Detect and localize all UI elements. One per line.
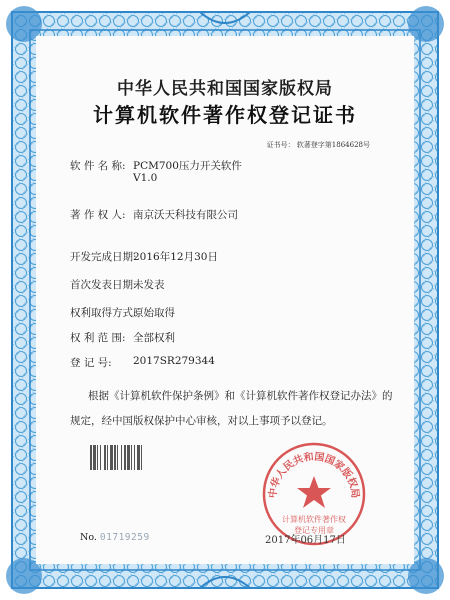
statement-line-1: 根据《计算机软件保护条例》和《计算机软件著作权登记办法》的 <box>88 390 393 402</box>
field-value-publish-date: 未发表 <box>133 279 165 291</box>
field-label-owner: 著 作 权 人: <box>70 209 126 221</box>
seal-line-2: 登记专用章 <box>294 526 334 535</box>
certificate-number-value: 软著登字第1864628号 <box>296 141 370 149</box>
field-label-completion-date: 开发完成日期: <box>70 251 137 263</box>
statement-line-2: 规定，经中国版权保护中心审核，对以上事项予以登记。 <box>70 415 333 427</box>
serial-label: No. <box>80 532 97 543</box>
seal-arc-text: 中华人民共和国国家版权局 <box>267 451 361 499</box>
field-value-completion-date: 2016年12月30日 <box>133 251 218 263</box>
serial-value: 01719259 <box>99 532 150 543</box>
field-value-software-name: PCM700压力开关软件 <box>133 160 242 172</box>
issue-date: 2017年06月17日 <box>265 535 346 546</box>
issuing-authority: 中华人民共和国国家版权局 <box>117 79 333 99</box>
field-label-scope: 权 利 范 围: <box>70 332 126 344</box>
star-icon <box>297 476 331 508</box>
field-label-software-name: 软 件 名 称: <box>70 160 126 172</box>
barcode-icon <box>90 445 188 470</box>
field-label-acquisition: 权利取得方式: <box>70 307 137 319</box>
field-value-acquisition: 原始取得 <box>133 307 175 319</box>
serial-number <box>80 532 150 543</box>
field-label-publish-date: 首次发表日期: <box>70 279 137 291</box>
certificate-number <box>267 140 370 150</box>
field-value-owner: 南京沃天科技有限公司 <box>133 209 238 221</box>
field-value-registration-number: 2017SR279344 <box>133 355 215 367</box>
field-value-scope: 全部权利 <box>133 332 175 344</box>
certificate-title: 计算机软件著作权登记证书 <box>93 103 357 127</box>
seal-line-1: 计算机软件著作权 <box>282 515 346 524</box>
certificate-number-label: 证书号： <box>266 141 295 149</box>
field-value-version: V1.0 <box>133 172 158 184</box>
field-label-registration-number: 登 记 号: <box>70 357 112 369</box>
